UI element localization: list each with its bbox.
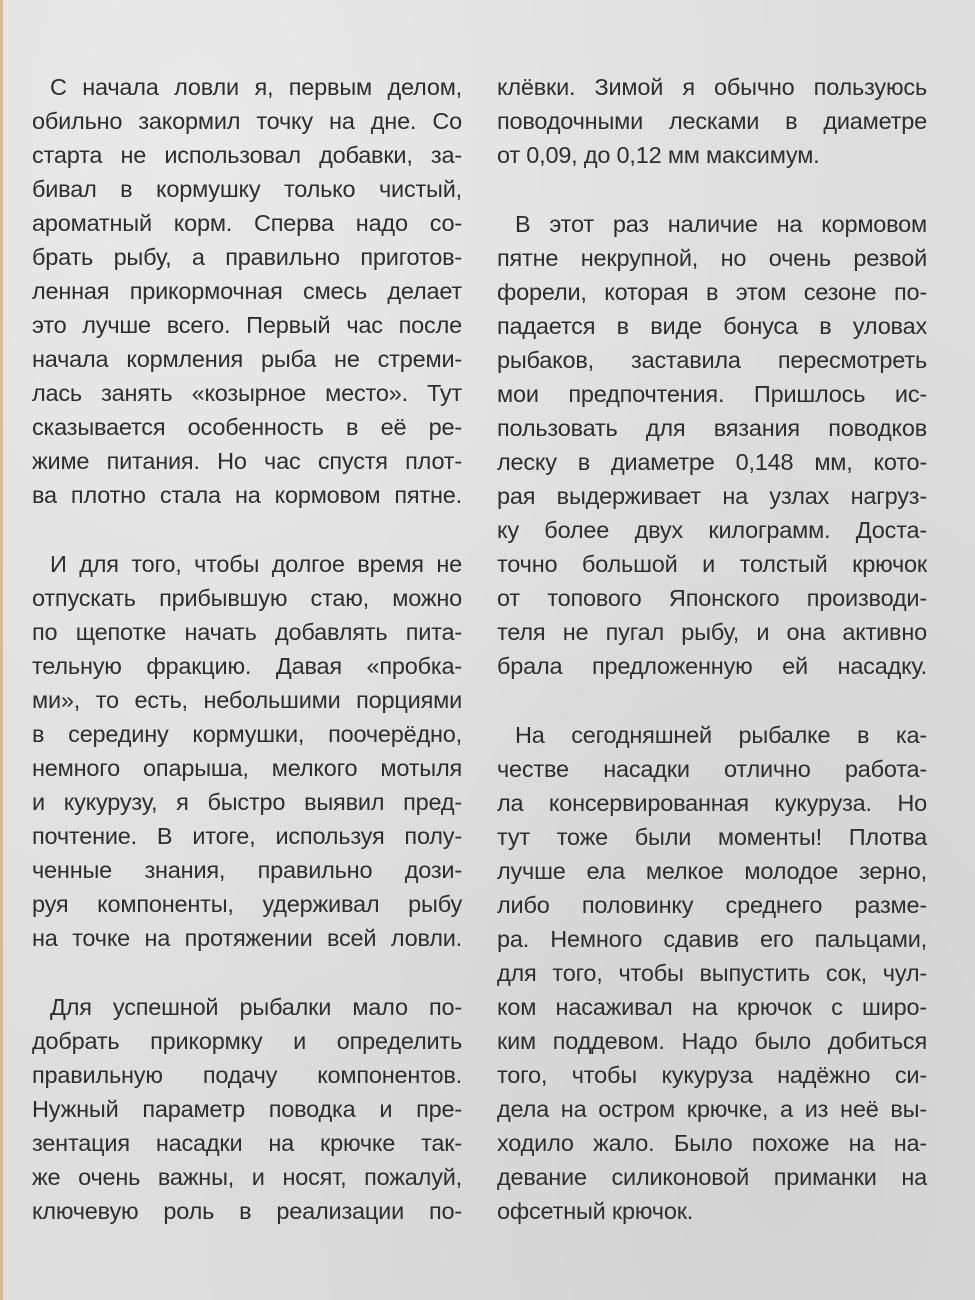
text-line: ра. Немного сдавив его пальцами, <box>497 926 927 952</box>
text-line: от 0,09, до 0,12 мм максимум. <box>497 142 820 168</box>
text-line: почтение. В итоге, используя полу- <box>32 823 462 849</box>
text-line: падается в виде бонуса в уловах <box>497 313 927 339</box>
text-line: ми», то есть, небольшими порциями <box>32 687 462 713</box>
text-line: ком насаживал на крючок с широ- <box>497 994 927 1020</box>
text-line: тельную фракцию. Давая «пробка- <box>32 653 462 679</box>
text-line: Нужный параметр поводка и пре- <box>32 1096 462 1122</box>
text-line: брать рыбу, а правильно приготов- <box>32 244 462 270</box>
text-line: тут тоже были моменты! Плотва <box>497 824 927 850</box>
text-line: ку более двух килограмм. Доста- <box>497 517 927 543</box>
text-line: форели, которая в этом сезоне по- <box>497 279 927 305</box>
text-line: рыбаков, заставила пересмотреть <box>497 347 927 373</box>
text-line: С начала ловли я, первым делом, <box>50 74 462 100</box>
text-line: точно большой и толстый крючок <box>497 551 927 577</box>
text-line: начала кормления рыба не стреми- <box>32 346 462 372</box>
text-line: либо половинку среднего разме- <box>497 892 927 918</box>
paragraph <box>32 990 462 1228</box>
text-line: лась занять «козырное место». Тут <box>32 380 462 406</box>
text-line: для того, чтобы выпустить сок, чул- <box>497 960 927 986</box>
text-line: в середину кормушки, поочерёдно, <box>32 721 462 747</box>
text-line: ключевую роль в реализации по- <box>32 1198 462 1224</box>
text-line: лучше ела мелкое молодое зерно, <box>497 858 927 884</box>
text-line: ченные знания, правильно дози- <box>32 857 462 883</box>
text-line: правильную подачу компонентов. <box>32 1062 462 1088</box>
text-line: же очень важны, и носят, пожалуй, <box>32 1164 462 1190</box>
text-line: зентация насадки на крючке так- <box>32 1130 462 1156</box>
text-line: жиме питания. Но час спустя плот- <box>32 448 462 474</box>
text-line: поводочными лесками в диаметре <box>497 108 927 134</box>
paragraph <box>497 207 927 683</box>
text-line: леску в диаметре 0,148 мм, кото- <box>497 449 927 475</box>
text-line: отпускать прибывшую стаю, можно <box>32 585 462 611</box>
text-line: того, чтобы кукуруза надёжно си- <box>497 1062 927 1088</box>
text-line: обильно закормил точку на дне. Со <box>32 108 462 134</box>
text-line: дела на остром крючке, а из неё вы- <box>497 1096 927 1122</box>
text-line: На сегодняшней рыбалке в ка- <box>515 722 927 748</box>
text-line: ва плотно стала на кормовом пятне. <box>32 482 462 508</box>
text-line: честве насадки отлично работа- <box>497 756 927 782</box>
text-line: ароматный корм. Сперва надо со- <box>32 210 462 236</box>
paragraph-gap <box>497 683 927 718</box>
text-line: от топового Японского производи- <box>497 585 927 611</box>
paragraph-gap <box>497 172 927 207</box>
text-line: офсетный крючок. <box>497 1198 694 1224</box>
text-line: добрать прикормку и определить <box>32 1028 462 1054</box>
text-line: ла консервированная кукуруза. Но <box>497 790 927 816</box>
paragraph-gap <box>32 512 462 547</box>
right-column <box>497 70 927 1228</box>
text-line: старта не использовал добавки, за- <box>32 142 462 168</box>
text-line: и кукурузу, я быстро выявил пред- <box>32 789 462 815</box>
text-line: пятне некрупной, но очень резвой <box>497 245 927 271</box>
text-line: И для того, чтобы долгое время не <box>50 551 462 577</box>
text-line: бивал в кормушку только чистый, <box>32 176 462 202</box>
text-line: брала предложенную ей насадку. <box>497 653 927 679</box>
text-line: Для успешной рыбалки мало по- <box>50 994 462 1020</box>
left-column <box>32 70 462 1228</box>
text-line: пользовать для вязания поводков <box>497 415 927 441</box>
text-line: рая выдерживает на узлах нагруз- <box>497 483 927 509</box>
text-line: немного опарыша, мелкого мотыля <box>32 755 462 781</box>
page-edge-strip <box>0 0 3 1300</box>
text-line: теля не пугал рыбу, и она активно <box>497 619 927 645</box>
text-line: мои предпочтения. Пришлось ис- <box>497 381 927 407</box>
paragraph <box>497 718 927 1228</box>
text-line: это лучше всего. Первый час после <box>32 312 462 338</box>
text-line: на точке на протяжении всей ловли. <box>32 925 462 951</box>
text-line: девание силиконовой приманки на <box>497 1164 927 1190</box>
text-line: по щепотке начать добавлять пита- <box>32 619 462 645</box>
paragraph-gap <box>32 955 462 990</box>
text-line: клёвки. Зимой я обычно пользуюсь <box>497 74 927 100</box>
text-line: ким поддевом. Надо было добиться <box>497 1028 927 1054</box>
paragraph <box>497 70 927 172</box>
text-line: В этот раз наличие на кормовом <box>515 211 927 237</box>
text-line: сказывается особенность в её ре- <box>32 414 462 440</box>
text-line: руя компоненты, удерживал рыбу <box>32 891 462 917</box>
paragraph <box>32 547 462 955</box>
paragraph <box>32 70 462 512</box>
text-line: ходило жало. Было похоже на на- <box>497 1130 927 1156</box>
text-line: ленная прикормочная смесь делает <box>32 278 462 304</box>
